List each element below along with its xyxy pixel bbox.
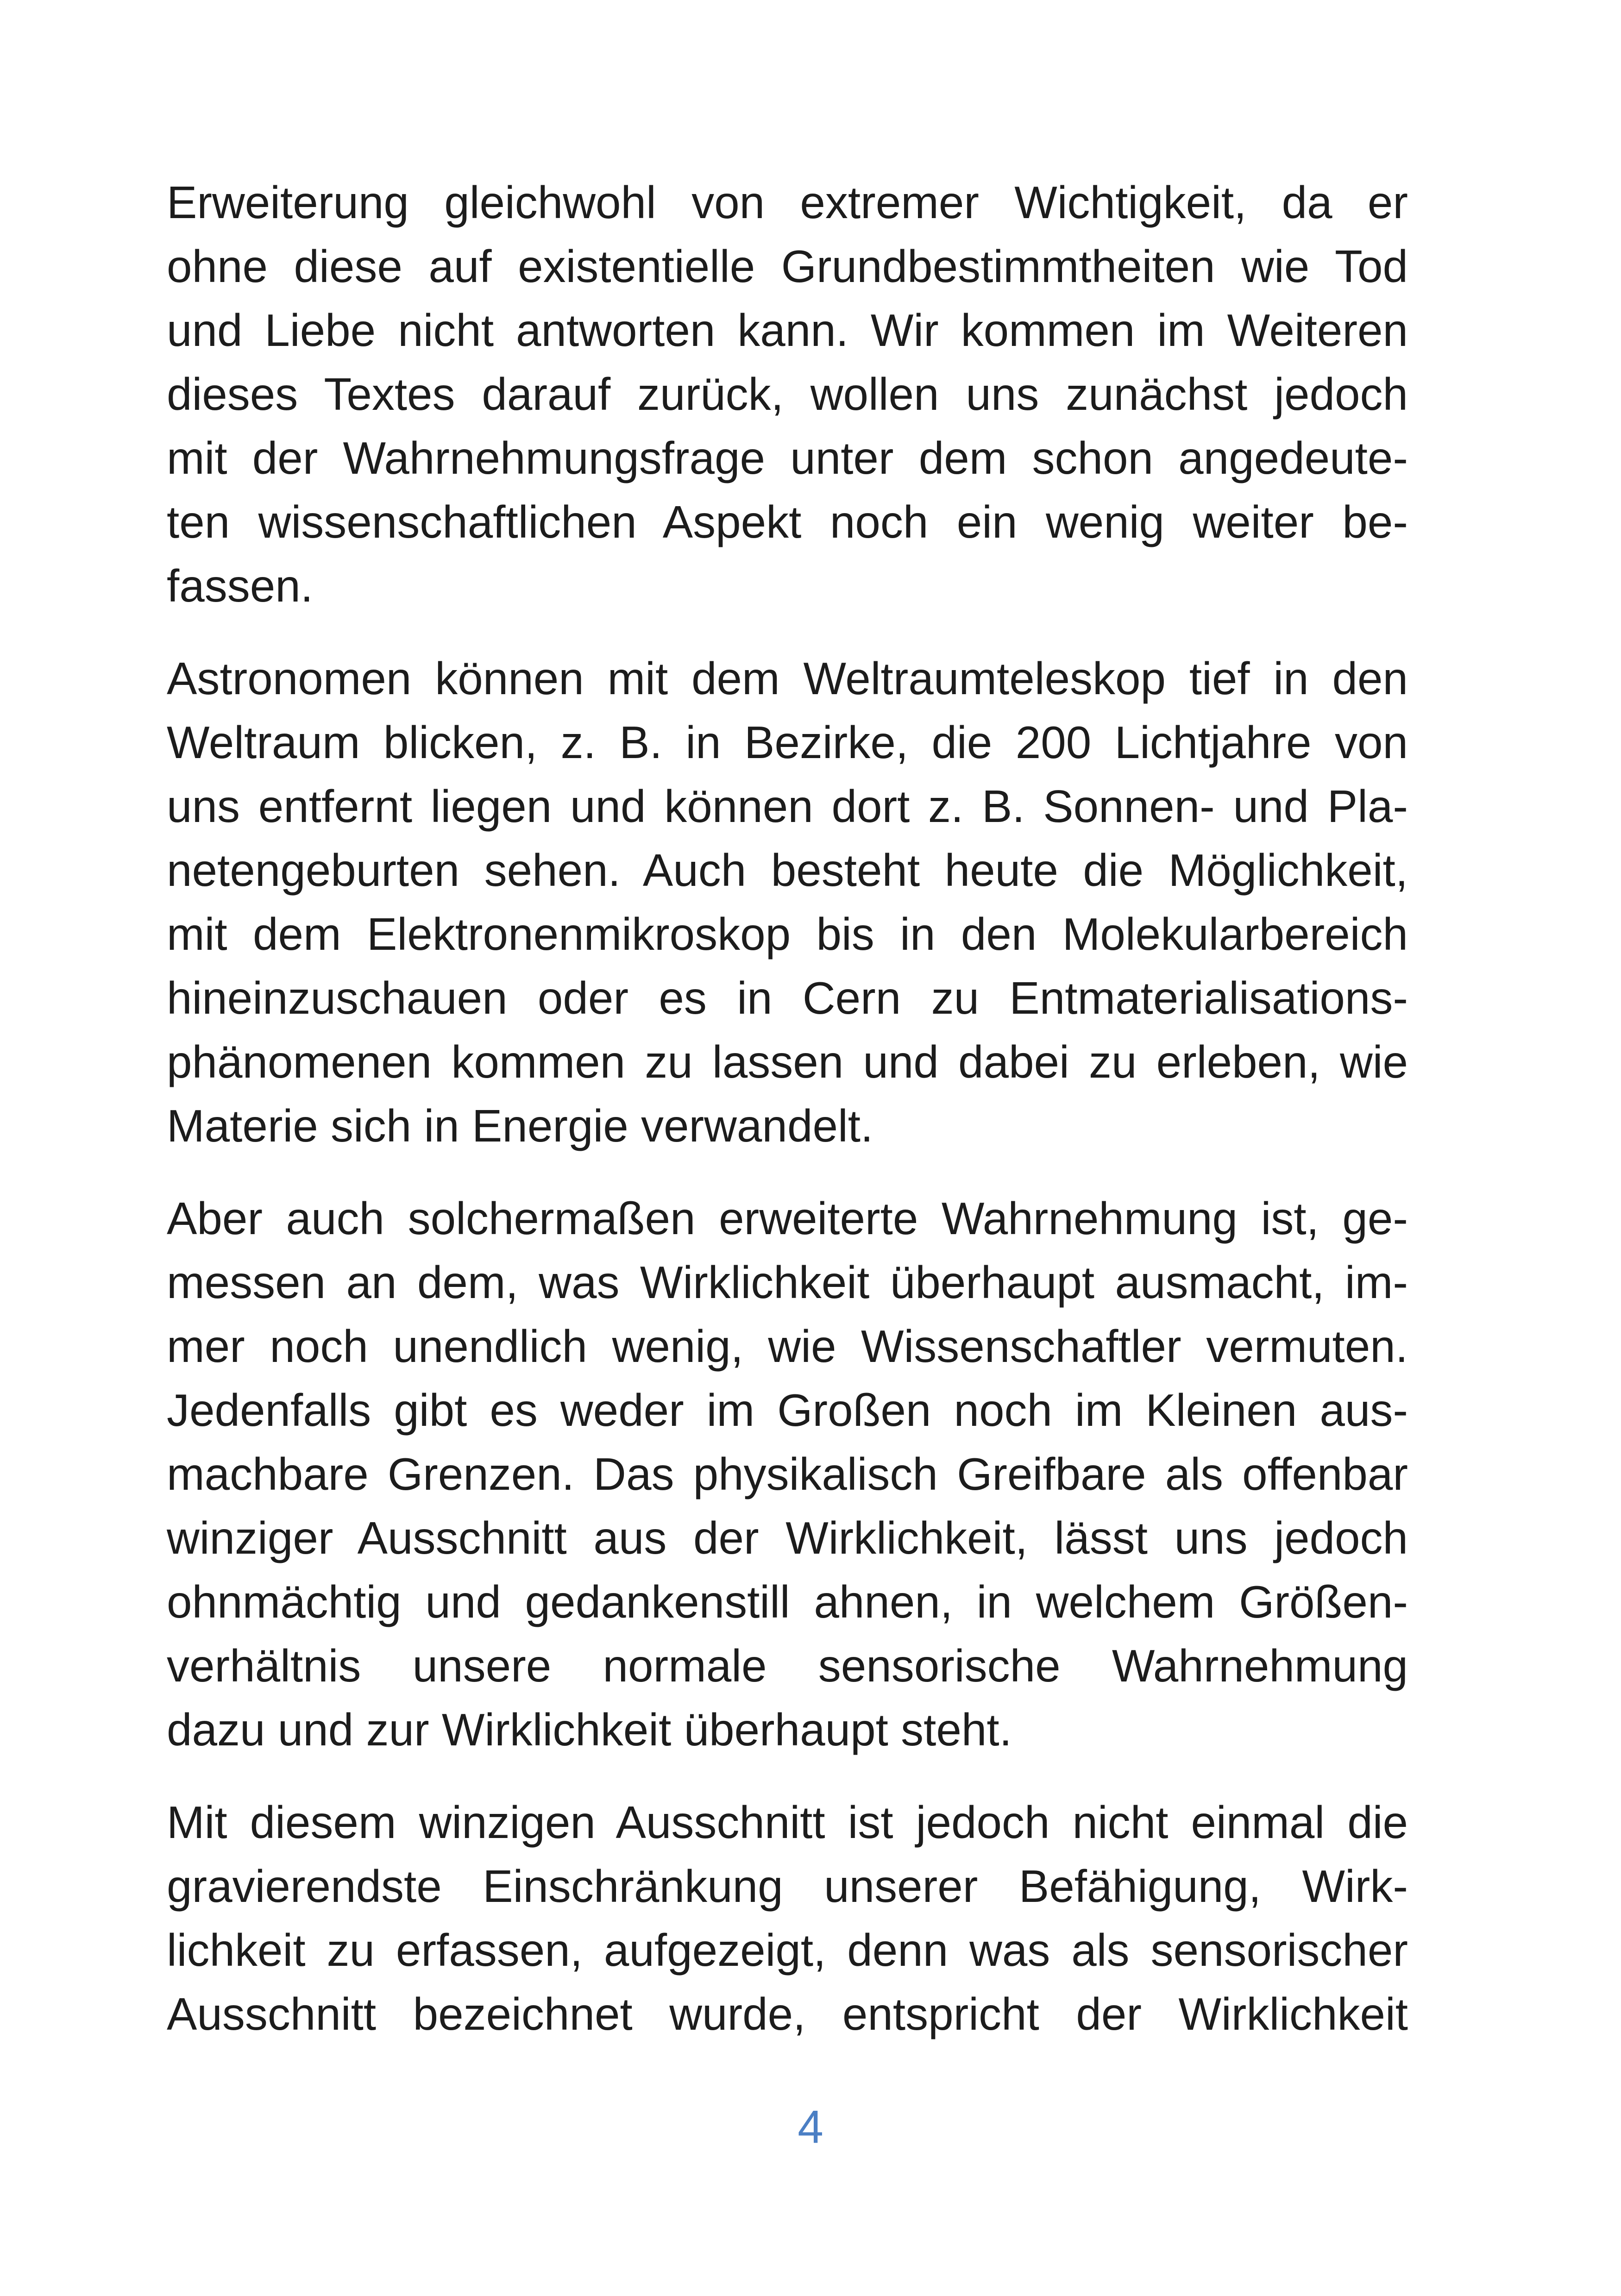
text-line: machbare Grenzen. Das physikalisch Greifbare als offenbar: [167, 1449, 1408, 1499]
text-line: Weltraum blicken, z. B. in Bezirke, die 200 Lichtjahre von: [167, 717, 1408, 768]
text-line: fassen.: [167, 560, 313, 611]
text-line: ohnmächtig und gedankenstill ahnen, in welchem Größen-: [167, 1576, 1408, 1627]
paragraph-2: [167, 646, 1408, 1158]
text-line: ohne diese auf existentielle Grundbestimmtheiten wie Tod: [167, 241, 1408, 292]
text-line: Jedenfalls gibt es weder im Großen noch im Kleinen aus-: [167, 1385, 1408, 1436]
text-line: uns entfernt liegen und können dort z. B. Sonnen- und Pla-: [167, 781, 1408, 832]
text-line: Aber auch solchermaßen erweiterte Wahrnehmung ist, ge-: [167, 1193, 1408, 1244]
text-line: und Liebe nicht antworten kann. Wir kommen im Weiteren: [167, 305, 1408, 356]
text-line: ten wissenschaftlichen Aspekt noch ein wenig weiter be-: [167, 496, 1408, 547]
body-text: [167, 170, 1408, 2075]
text-line: Materie sich in Energie verwandelt.: [167, 1100, 873, 1151]
text-line: mit der Wahrnehmungsfrage unter dem schon angedeute-: [167, 433, 1408, 483]
text-line: mer noch unendlich wenig, wie Wissenschaftler vermuten.: [167, 1321, 1408, 1372]
text-line: verhältnis unsere normale sensorische Wahrnehmung: [167, 1640, 1408, 1691]
text-line: Erweiterung gleichwohl von extremer Wichtigkeit, da er: [167, 177, 1408, 228]
text-line: dieses Textes darauf zurück, wollen uns zunächst jedoch: [167, 369, 1408, 420]
text-line: Astronomen können mit dem Weltraumteleskop tief in den: [167, 653, 1408, 704]
text-line: Mit diesem winzigen Ausschnitt ist jedoch nicht einmal die: [167, 1797, 1408, 1848]
text-line: lichkeit zu erfassen, aufgezeigt, denn was als sensorischer: [167, 1925, 1408, 1976]
page-number: 4: [798, 2101, 823, 2153]
paragraph-4: [167, 1790, 1408, 2046]
text-line: hineinzuschauen oder es in Cern zu Entmaterialisations-: [167, 972, 1408, 1023]
text-line: gravierendste Einschränkung unserer Befähigung, Wirk-: [167, 1861, 1408, 1912]
text-line: netengeburten sehen. Auch besteht heute die Möglichkeit,: [167, 845, 1408, 896]
text-line: Ausschnitt bezeichnet wurde, entspricht der Wirklichkeit: [167, 1989, 1408, 2039]
text-line: messen an dem, was Wirklichkeit überhaupt ausmacht, im-: [167, 1257, 1408, 1308]
paragraph-1: [167, 170, 1408, 618]
text-line: dazu und zur Wirklichkeit überhaupt steht.: [167, 1704, 1012, 1755]
paragraph-3: [167, 1186, 1408, 1762]
text-line: mit dem Elektronenmikroskop bis in den Molekularbereich: [167, 909, 1408, 960]
text-line: winziger Ausschnitt aus der Wirklichkeit, lässt uns jedoch: [167, 1512, 1408, 1563]
text-line: phänomenen kommen zu lassen und dabei zu erleben, wie: [167, 1036, 1408, 1087]
